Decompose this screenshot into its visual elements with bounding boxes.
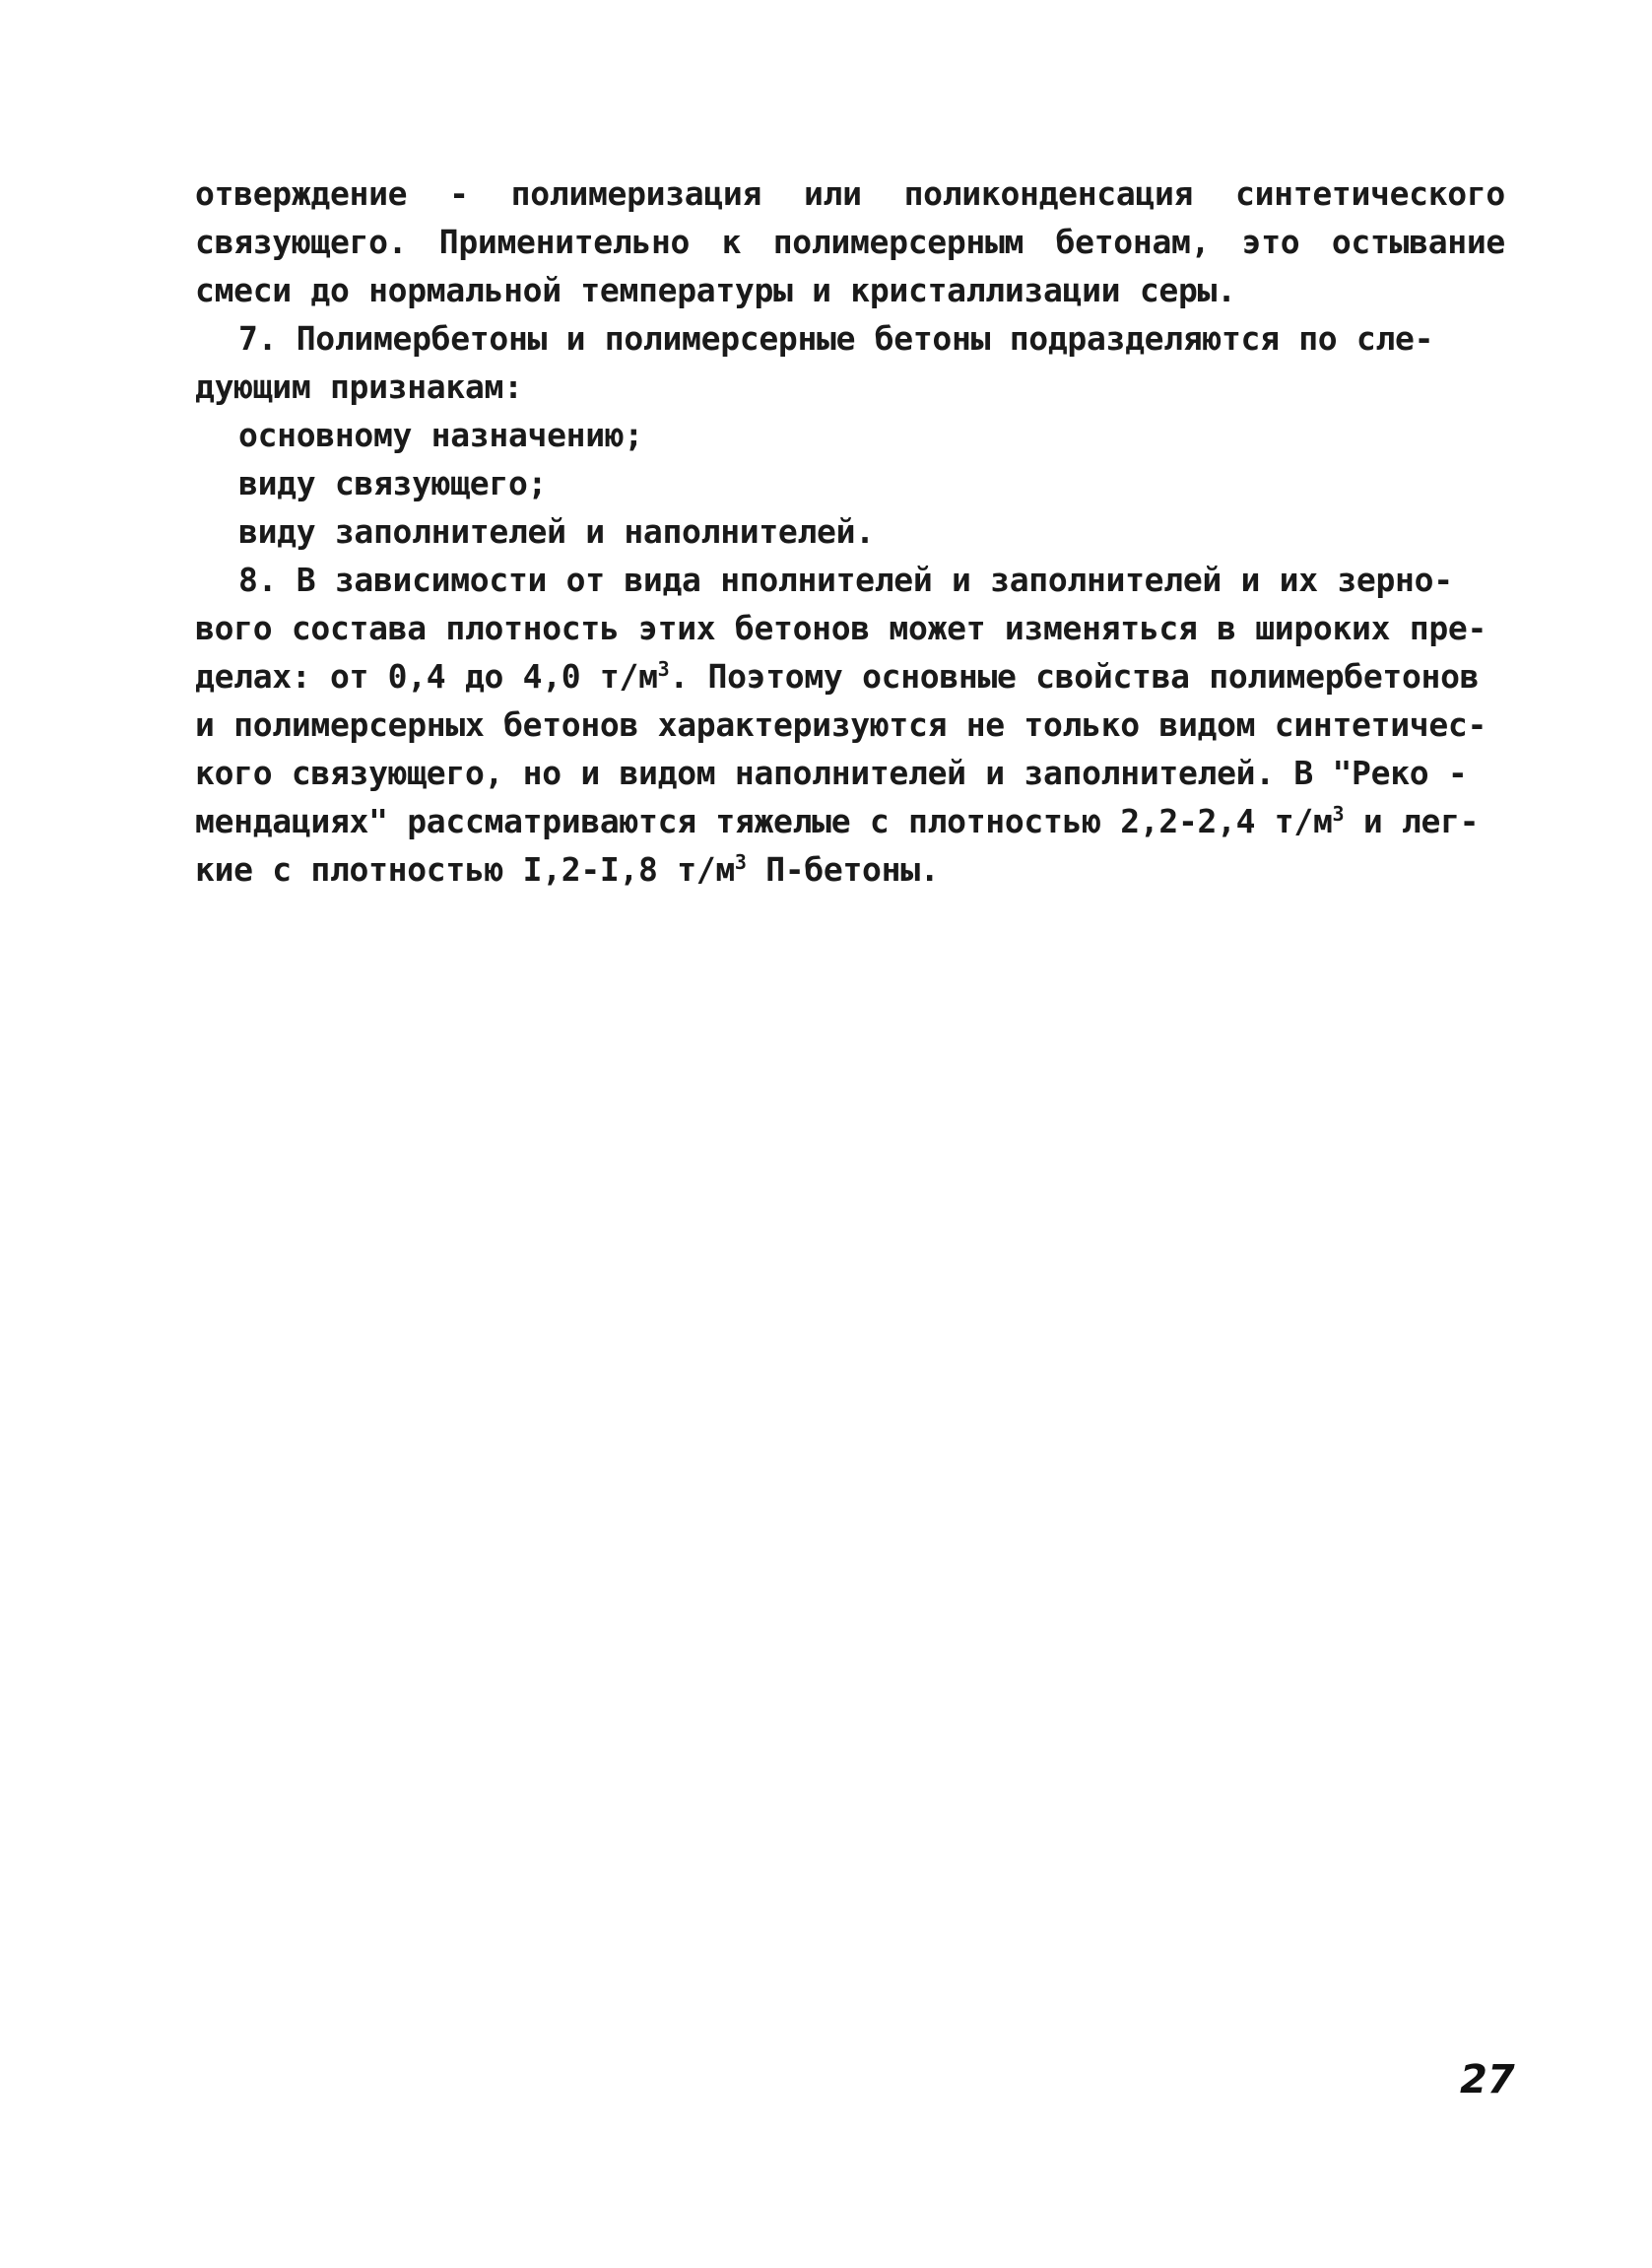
text-line: делах: от 0,4 до 4,0 $т/м^3$. Поэтому основные свойства полимербетонов: [195, 657, 1480, 696]
text-line: и полимерсерных бетонов характеризуются не только видом синтетичес-: [195, 705, 1487, 744]
list-item: виду заполнителей и наполнителей.: [238, 512, 875, 551]
text-line: кие с плотностью I,2-I,8 $т/м^3$ П-бетоны.: [195, 850, 940, 889]
list-item: основному назначению;: [238, 416, 643, 454]
page-number: 27: [1460, 2057, 1515, 2102]
text-line: мендациях" рассматриваются тяжелые с плотностью 2,2-2,4 $т/м^3$ и лег-: [195, 802, 1480, 840]
text-line: дующим признакам:: [195, 367, 523, 406]
text-line: отверждение - полимеризация или поликонденсация синтетического: [195, 174, 1505, 213]
text-line: связующего. Применительно к полимерсерным бетонам, это остывание: [195, 223, 1505, 261]
text-line: смеси до нормальной температуры и кристаллизации серы.: [195, 271, 1236, 309]
text-line: кого связующего, но и видом наполнителей и заполнителей. В "Реко -: [195, 754, 1468, 792]
list-item: виду связующего;: [238, 464, 548, 502]
paragraph-7-start: 7. Полимербетоны и полимерсерные бетоны подразделяются по сле-: [238, 319, 1434, 358]
text-line: вого состава плотность этих бетонов может изменяться в широких пре-: [195, 609, 1487, 647]
paragraph-8-start: 8. В зависимости от вида нполнителей и заполнителей и их зерно-: [238, 561, 1453, 599]
document-body: [195, 169, 1505, 894]
